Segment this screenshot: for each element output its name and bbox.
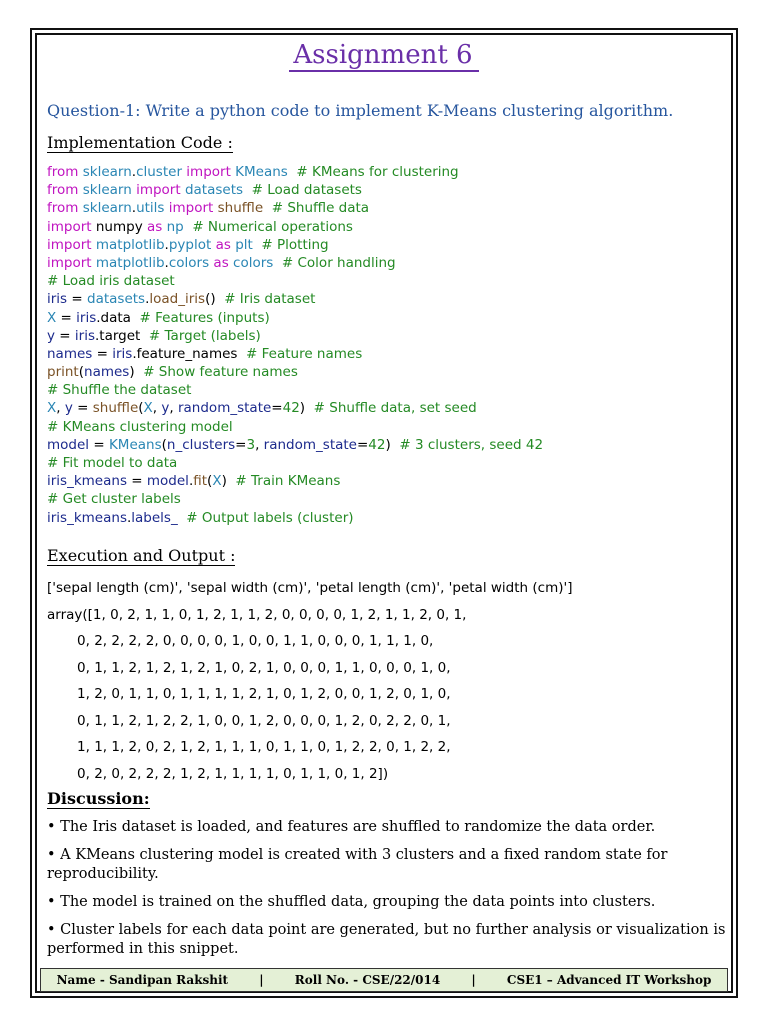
code-token: # Shuffle data — [263, 200, 370, 217]
discussion-heading — [47, 789, 150, 808]
code-token: . — [131, 200, 137, 217]
code-token: .feature_names — [132, 345, 238, 362]
code-token: # Load datasets — [243, 182, 362, 199]
code-token: = — [235, 436, 247, 453]
page-title — [0, 40, 768, 70]
code-token: = — [92, 345, 113, 362]
code-token: iris_kmeans — [47, 509, 127, 526]
code-token: import — [47, 218, 92, 235]
code-token: import — [47, 236, 92, 253]
code-token: ) — [385, 436, 391, 453]
code-line — [47, 272, 543, 290]
code-line — [47, 218, 543, 236]
code-token: matplotlib — [95, 254, 165, 271]
code-line — [47, 436, 543, 454]
code-token: # Color handling — [273, 254, 396, 271]
code-token: import — [47, 254, 92, 271]
code-line — [47, 199, 543, 217]
title-text: Assignment 6 — [289, 40, 478, 72]
footer-name: Name - Sandipan Rakshit — [56, 973, 229, 987]
code-token: # KMeans clustering model — [47, 418, 233, 435]
code-token: from — [47, 200, 79, 217]
footer-bar — [40, 968, 728, 992]
code-token: y — [161, 400, 170, 417]
footer-separator: | — [259, 973, 264, 987]
code-token: import — [186, 164, 231, 180]
implementation-heading — [47, 133, 233, 152]
code-token: KMeans — [108, 436, 162, 453]
code-token: np — [166, 218, 184, 235]
code-token: names — [84, 364, 130, 381]
code-block — [47, 163, 543, 527]
discussion-list — [47, 818, 727, 968]
code-token: = — [271, 400, 283, 417]
code-line — [47, 309, 543, 327]
code-token: KMeans — [235, 164, 288, 180]
code-token: labels_ — [131, 509, 178, 526]
code-token: cluster — [136, 164, 182, 180]
code-token: 42 — [282, 400, 300, 417]
code-token: y — [64, 400, 73, 417]
code-token: ) — [221, 473, 227, 490]
code-line — [47, 381, 543, 399]
code-token: # Shuffle the dataset — [47, 382, 192, 399]
output-line: 1, 1, 1, 2, 0, 2, 1, 2, 1, 1, 1, 0, 1, 1, 0, 1, 2, 2, 0, 1, 2, 2, — [47, 739, 451, 755]
code-token: # Iris dataset — [215, 291, 316, 308]
code-token: colors — [233, 254, 274, 271]
code-token: # KMeans for clustering — [287, 164, 459, 180]
output-line: 0, 2, 0, 2, 2, 2, 1, 2, 1, 1, 1, 1, 0, 1, 1, 0, 1, 2]) — [47, 765, 389, 782]
code-token: . — [145, 291, 150, 308]
code-token: # Show feature names — [134, 364, 298, 381]
code-token: load_iris — [149, 291, 206, 308]
code-token: # Load iris dataset — [47, 273, 175, 290]
code-token: y — [47, 327, 55, 344]
code-token: # Numerical operations — [183, 218, 353, 235]
code-token: 42 — [368, 436, 386, 453]
discussion-heading-text: Discussion: — [47, 789, 150, 808]
code-line — [47, 290, 543, 308]
code-token: # 3 clusters, seed 42 — [390, 436, 544, 453]
footer-separator: | — [471, 973, 476, 987]
output-line: 0, 1, 1, 2, 1, 2, 1, 2, 1, 0, 2, 1, 0, 0, 0, 1, 1, 0, 0, 0, 1, 0, — [47, 659, 451, 676]
code-token: # Plotting — [252, 236, 329, 253]
code-token: = — [126, 473, 147, 490]
code-token: # Target (labels) — [140, 327, 261, 344]
discussion-point: • A KMeans clustering model is created with 3 clusters and a fixed random state for reproducibility. — [47, 847, 668, 882]
code-token: ( — [78, 364, 85, 381]
code-token: , — [152, 400, 162, 417]
code-token: # Feature names — [237, 345, 363, 362]
code-token: names — [47, 345, 93, 362]
code-token: # Get cluster labels — [47, 491, 181, 508]
code-token: iris — [47, 291, 68, 308]
code-line — [47, 454, 543, 472]
output-block — [47, 575, 572, 787]
code-line — [47, 472, 543, 490]
code-token: = — [67, 291, 87, 308]
code-token: # Shuffle data, set seed — [305, 400, 477, 417]
code-token: as — [213, 254, 229, 271]
implementation-heading-text: Implementation Code : — [47, 133, 233, 152]
code-token: , — [255, 436, 264, 453]
discussion-point: • The model is trained on the shuffled data, grouping the data points into clusters. — [47, 894, 656, 910]
output-line: 1, 2, 0, 1, 1, 0, 1, 1, 1, 1, 2, 1, 0, 1, 2, 0, 0, 1, 2, 0, 1, 0, — [47, 686, 451, 702]
code-line — [47, 345, 543, 363]
footer-roll: Roll No. - CSE/22/014 — [294, 973, 441, 987]
code-token: fit — [193, 473, 208, 490]
code-token: from — [47, 164, 79, 180]
code-line — [47, 490, 543, 508]
output-line: ['sepal length (cm)', 'sepal width (cm)', 'petal length (cm)', 'petal width (cm)'] — [47, 580, 573, 596]
code-token: sklearn — [82, 200, 132, 217]
code-line — [47, 236, 543, 254]
code-token: X — [47, 400, 57, 417]
code-token: 3 — [246, 436, 256, 453]
code-token: , — [56, 400, 65, 417]
code-token: pyplot — [168, 236, 212, 253]
code-token: . — [164, 254, 169, 271]
code-token: = — [55, 327, 75, 344]
code-token: .data — [96, 309, 131, 326]
code-token: # Train KMeans — [226, 473, 341, 490]
code-token: () — [205, 291, 216, 308]
code-token: as — [146, 218, 163, 235]
code-line — [47, 509, 543, 527]
code-token: iris — [112, 345, 133, 362]
code-token: random_state — [263, 436, 357, 453]
code-token: ( — [138, 400, 144, 417]
execution-heading — [47, 546, 235, 565]
code-token: import — [136, 182, 181, 199]
code-token: .target — [95, 327, 141, 344]
code-token: shuffle — [217, 200, 264, 217]
code-token: , — [169, 400, 178, 417]
discussion-point: • The Iris dataset is loaded, and features are shuffled to randomize the data order. — [47, 819, 656, 835]
code-token: = — [72, 400, 93, 417]
code-line — [47, 418, 543, 436]
code-token: n_clusters — [166, 436, 236, 453]
code-token: X — [143, 400, 153, 417]
output-line: 0, 1, 1, 2, 1, 2, 2, 1, 0, 0, 1, 2, 0, 0, 0, 1, 2, 0, 2, 2, 0, 1, — [47, 712, 451, 729]
code-token: sklearn — [82, 182, 132, 199]
code-line — [47, 254, 543, 272]
code-token: as — [215, 236, 231, 253]
code-line — [47, 363, 543, 381]
code-token: iris_kmeans — [47, 473, 127, 490]
code-token: . — [164, 236, 169, 253]
code-token: ) — [299, 400, 306, 417]
code-token: . — [131, 164, 137, 180]
question-text: Question-1: Write a python code to implement K-Means clustering algorithm. — [47, 101, 674, 120]
code-token: plt — [235, 236, 253, 253]
code-token: # Output labels (cluster) — [177, 509, 354, 526]
code-token: model — [146, 473, 189, 490]
code-token: datasets — [87, 291, 146, 308]
code-token: . — [126, 509, 132, 526]
code-line — [47, 327, 543, 345]
execution-heading-text: Execution and Output : — [47, 546, 236, 565]
code-line — [47, 399, 543, 417]
code-token: iris — [76, 309, 97, 326]
code-line — [47, 181, 543, 199]
code-token: datasets — [184, 182, 244, 199]
code-token: X — [212, 473, 222, 490]
code-token: = — [56, 309, 77, 326]
code-token: colors — [168, 254, 210, 271]
output-line: 0, 2, 2, 2, 2, 0, 0, 0, 0, 1, 0, 0, 1, 1, 0, 0, 0, 1, 1, 1, 0, — [47, 633, 434, 649]
code-token: from — [47, 182, 79, 199]
code-token: ( — [161, 436, 167, 453]
code-token: sklearn — [82, 164, 132, 180]
discussion-point: • Cluster labels for each data point are generated, but no further analysis or visualization is performed in this snippet. — [47, 922, 726, 957]
code-token: model — [47, 436, 90, 453]
code-line — [47, 163, 543, 181]
code-token: . — [188, 473, 194, 490]
footer-course: CSE1 – Advanced IT Workshop — [506, 973, 712, 987]
code-token: X — [47, 309, 57, 326]
output-line: array([1, 0, 2, 1, 1, 0, 1, 2, 1, 1, 2, 0, 0, 0, 0, 1, 2, 1, 1, 2, 0, 1, — [47, 606, 467, 623]
code-token: utils — [136, 200, 165, 217]
code-token: matplotlib — [95, 236, 165, 253]
code-token: shuffle — [92, 400, 139, 417]
code-token: print — [47, 364, 79, 381]
code-token: import — [168, 200, 214, 217]
code-token: # Fit model to data — [47, 455, 178, 471]
code-token: ) — [129, 364, 135, 381]
code-token: ( — [207, 473, 213, 490]
code-token: # Features (inputs) — [130, 309, 270, 326]
code-token: random_state — [177, 400, 272, 417]
code-token: = — [89, 436, 109, 453]
code-token: iris — [74, 327, 95, 344]
code-token: = — [356, 436, 369, 453]
code-token: numpy — [91, 218, 147, 235]
